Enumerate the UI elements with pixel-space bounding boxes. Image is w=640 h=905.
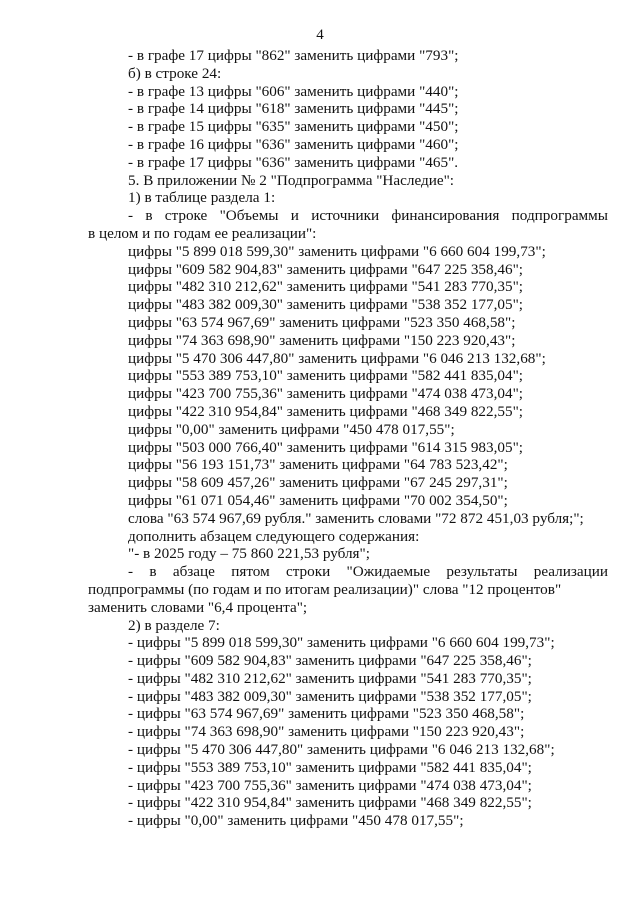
text-line: цифры "56 193 151,73" заменить цифрами "64 783 523,42";	[128, 456, 508, 474]
text-line: 1) в таблице раздела 1:	[128, 189, 276, 207]
section-heading: 2) в разделе 7:	[128, 616, 220, 634]
paragraph-line: - в строке "Объемы и источники финансирования подпрограммы	[128, 207, 608, 225]
text-line: - цифры "63 574 967,69" заменить цифрами "523 350 468,58";	[128, 705, 525, 723]
text-line: - в графе 13 цифры "606" заменить цифрами "440";	[128, 82, 459, 100]
paragraph-line: - в абзаце пятом строки "Ожидаемые результаты реализации	[128, 563, 608, 581]
text-line: цифры "5 899 018 599,30" заменить цифрами "6 660 604 199,73";	[128, 242, 546, 260]
text-line: цифры "74 363 698,90" заменить цифрами "150 223 920,43";	[128, 331, 516, 349]
text-line: - цифры "5 470 306 447,80" заменить цифрами "6 046 213 132,68";	[128, 741, 555, 759]
text-line: - в графе 15 цифры "635" заменить цифрами "450";	[128, 118, 459, 136]
document-body	[88, 47, 608, 830]
text-line: слова "63 574 967,69 рубля." заменить словами "72 872 451,03 рубля;";	[128, 509, 584, 527]
text-line: цифры "61 071 054,46" заменить цифрами "70 002 354,50";	[128, 491, 508, 509]
text-line: - цифры "482 310 212,62" заменить цифрами "541 283 770,35";	[128, 669, 532, 687]
text-line: цифры "58 609 457,26" заменить цифрами "67 245 297,31";	[128, 474, 508, 492]
text-line: - цифры "609 582 904,83" заменить цифрами "647 225 358,46";	[128, 652, 532, 670]
text-line: цифры "0,00" заменить цифрами "450 478 017,55";	[128, 420, 455, 438]
paragraph-line: подпрограммы (по годам и по итогам реализации)" слова "12 процентов"	[88, 580, 562, 598]
text-line: - цифры "422 310 954,84" заменить цифрами "468 349 822,55";	[128, 794, 532, 812]
text-line: - цифры "74 363 698,90" заменить цифрами "150 223 920,43";	[128, 723, 525, 741]
text-line: цифры "423 700 755,36" заменить цифрами "474 038 473,04";	[128, 385, 524, 403]
text-line: цифры "483 382 009,30" заменить цифрами "538 352 177,05";	[128, 296, 524, 314]
text-line: цифры "503 000 766,40" заменить цифрами "614 315 983,05";	[128, 438, 524, 456]
text-line: - цифры "483 382 009,30" заменить цифрами "538 352 177,05";	[128, 687, 532, 705]
text-line: цифры "609 582 904,83" заменить цифрами "647 225 358,46";	[128, 260, 524, 278]
text-line: - в графе 14 цифры "618" заменить цифрами "445";	[128, 100, 459, 118]
text-line: б) в строке 24:	[128, 64, 222, 82]
text-line: цифры "5 470 306 447,80" заменить цифрами "6 046 213 132,68";	[128, 349, 546, 367]
text-line: - цифры "0,00" заменить цифрами "450 478 017,55";	[128, 812, 464, 830]
text-line: - цифры "423 700 755,36" заменить цифрами "474 038 473,04";	[128, 776, 532, 794]
text-line: - в графе 17 цифры "636" заменить цифрами "465".	[128, 153, 459, 171]
text-line: цифры "63 574 967,69" заменить цифрами "523 350 468,58";	[128, 313, 516, 331]
paragraph-line: в целом и по годам ее реализации":	[88, 224, 317, 242]
text-line: 5. В приложении № 2 "Подпрограмма "Наследие":	[128, 171, 455, 189]
paragraph-line: заменить словами "6,4 процента";	[88, 598, 308, 616]
text-line: - в графе 17 цифры "862" заменить цифрами "793";	[128, 47, 459, 64]
text-line: цифры "553 389 753,10" заменить цифрами "582 441 835,04";	[128, 367, 524, 385]
text-line: дополнить абзацем следующего содержания:	[128, 527, 420, 545]
text-line: цифры "422 310 954,84" заменить цифрами "468 349 822,55";	[128, 402, 524, 420]
text-line: - цифры "553 389 753,10" заменить цифрами "582 441 835,04";	[128, 758, 532, 776]
page-number: 4	[316, 27, 324, 43]
text-line: - в графе 16 цифры "636" заменить цифрами "460";	[128, 135, 459, 153]
text-line: "- в 2025 году – 75 860 221,53 рубля";	[128, 545, 370, 563]
text-line: цифры "482 310 212,62" заменить цифрами "541 283 770,35";	[128, 278, 524, 296]
text-line: - цифры "5 899 018 599,30" заменить цифрами "6 660 604 199,73";	[128, 634, 555, 652]
